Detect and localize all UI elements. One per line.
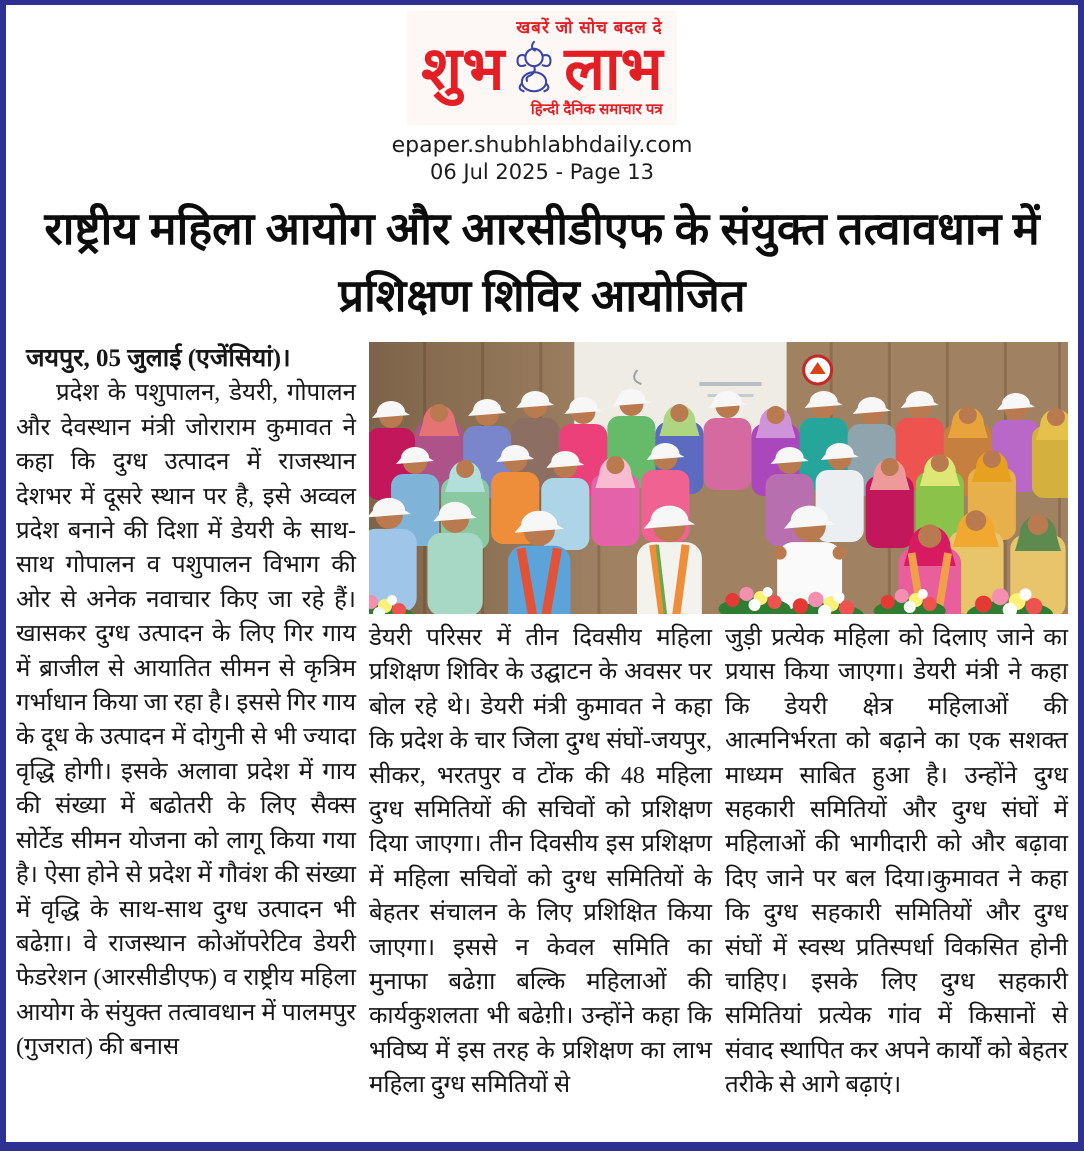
article-photo [369,342,1068,614]
dateline: जयपुर, 05 जुलाई (एजेंसियां)। [26,345,291,372]
article-column-2 [369,621,712,1103]
column-2-text: डेयरी परिसर में तीन दिवसीय महिला प्रशिक्षण शिविर के उद्घाटन के अवसर पर बोल रहे थे। डेयरी मंत्री कुमावत ने कहा कि प्रदेश के चार जिला दुग्ध संघों-जयपुर, सीकर, भरतपुर व टोंक की 48 महिला दुग्ध समितियों की सचिवों को प्रशिक्षण दिया जाएगा। तीन दिवसीय इस प्रशिक्षण में महिला सचिवों को दुग्ध समितियों के बेहतर संचालन के लिए प्रशिक्षित किया जाएगा। इससे न केवल समिति का मुनाफा बढेग़ा बल्कि महिलाओं की कार्यकुशलता भी बढेग़ी। उन्होंने कहा कि भविष्य में इस तरह के प्रशिक्षण का लाभ महिला दुग्ध समितियों से [369,625,712,1099]
article-column-3 [725,621,1068,1103]
ganesha-icon [508,38,560,101]
column-1-text: प्रदेश के पशुपालन, डेयरी, गोपालन और देवस्थान मंत्री जोराराम कुमावत ने कहा कि दुग्ध उत्पादन में राजस्थान देशभर में दूसरे स्थान पर है, इसे अव्वल प्रदेश बनाने की दिशा में डेयरी के साथ-साथ गोपालन व पशुपालन विभाग की ओर से अनेक नवाचार किए जा रहे हैं। खासकर दुग्ध उत्पादन के लिए गिर गाय में ब्राजील से आयातित सीमन से कृत्रिम गर्भाधान किया जा रहा है। इससे गिर गाय के दूध के उत्पादन में दोगुनी से भी ज्यादा वृद्धि होगी। इसके अलावा प्रदेश में गाय की संख्या में बढोतरी के लिए सैक्स सोर्टेड सीमन योजना को लागू किया गया है। ऐसा होने से प्रदेश में गौवंश की संख्या में वृद्धि के साथ-साथ दुग्ध उत्पादन भी बढेग़ा। वे राजस्थान कोऑपरेटिव डेयरी फेडरेशन (आरसीडीएफ) व राष्ट्रीय महिला आयोग के संयुक्त तत्वावधान में पालमपुर (गुजरात) की बनास [16,380,357,1061]
article-body [6,334,1078,1103]
article-column-1 [16,342,356,1103]
masthead [6,5,1078,184]
logo-tagline: खबरें जो सोच बदल दे [516,18,663,37]
logo-word-labh: लाभ [564,36,663,102]
article-headline: राष्ट्रीय महिला आयोग और आरसीडीएफ के संयुक्त तत्वावधान में प्रशिक्षण शिविर आयोजित [44,204,1040,321]
edition-date-page: 06 Jul 2025 - Page 13 [429,160,655,184]
logo-subtitle: हिन्दी दैनिक समाचार पत्र [530,101,663,118]
epaper-url: epaper.shubhlabhdaily.com [391,133,693,158]
group-photo-illustration [369,342,1068,614]
logo-word-shubh: शुभ [421,36,505,102]
newspaper-logo [407,11,676,125]
column-3-text: जुड़ी प्रत्येक महिला को दिलाए जाने का प्रयास किया जाएगा। डेयरी मंत्री ने कहा कि डेयरी क्षेत्र महिलाओं की आत्मनिर्भरता को बढ़ाने का एक सशक्त माध्यम साबित हुआ है। उन्होंने दुग्ध सहकारी समितियों और दुग्ध संघों में महिलाओं की भागीदारी को और बढ़ावा दिए जाने पर बल दिया।कुमावत ने कहा कि दुग्ध सहकारी समितियों और दुग्ध संघों में स्वस्थ प्रतिस्पर्धा विकसित होनी चाहिए। इसके लिए दुग्ध सहकारी समितियां प्रत्येक गांव में किसानों से संवाद स्थापित कर अपने कार्यों को बेहतर तरीके से आगे बढ़ाएं। [725,625,1068,1099]
